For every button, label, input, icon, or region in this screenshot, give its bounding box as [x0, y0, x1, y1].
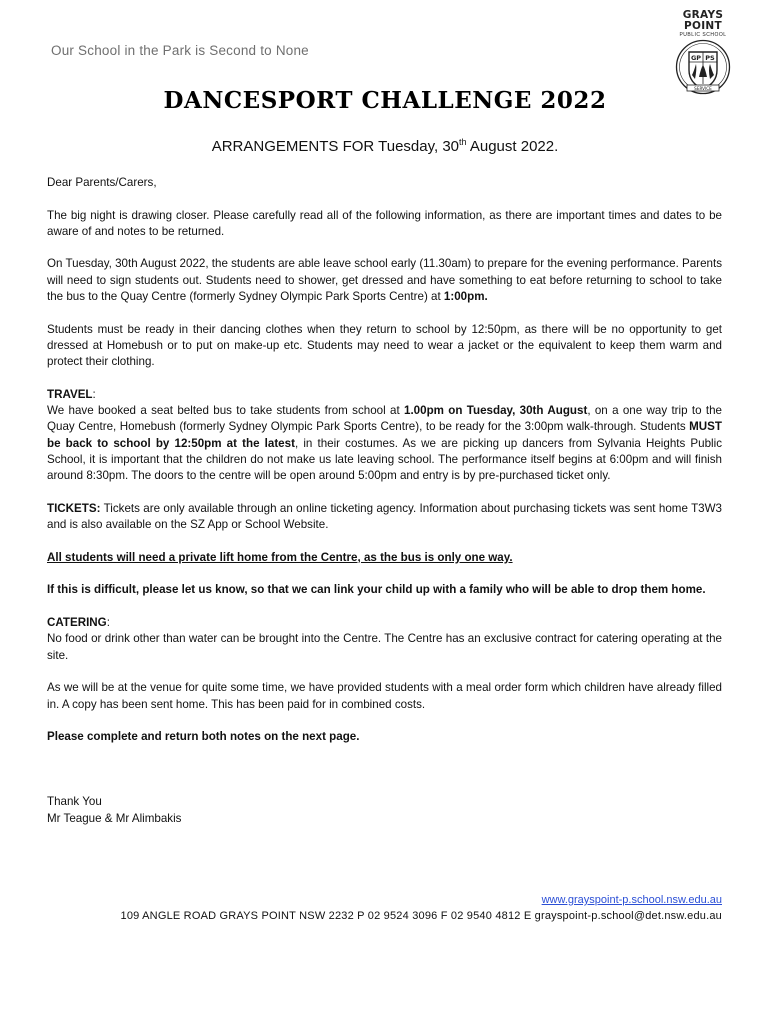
school-tagline: Our School in the Park is Second to None [51, 43, 309, 58]
travel-colon: : [92, 387, 96, 401]
tickets-paragraph [47, 501, 722, 534]
crest-left-letters: GP [690, 54, 702, 62]
catering-colon: : [106, 616, 110, 630]
crest-motto: SERVICE [694, 86, 712, 91]
signoff: Thank You [47, 795, 102, 809]
logo-title: GRAYS POINT [682, 9, 724, 32]
subtitle-prefix: ARRANGEMENTS FOR Tuesday, 30 [211, 138, 460, 155]
page-footer [121, 893, 722, 924]
school-website-link[interactable]: www.grayspoint-p.school.nsw.edu.au [541, 894, 722, 906]
subtitle-suffix: August 2022. [466, 138, 559, 155]
return-notice-text: Please complete and return both notes on the next page. [47, 730, 360, 744]
subtitle-superscript: th [459, 137, 467, 147]
early-leave-text: On Tuesday, 30th August 2022, the students are able leave school early (11.30am) to prepare for the evening performance. Parents will need to sign students out. Students need to shower, get dressed and have something to eat before returning to school to take the bus to the Quay Centre (formerly Sydney Olympic Park Sports Centre) at [47, 257, 722, 304]
intro-paragraph: The big night is drawing closer. Please carefully read all of the following information, as there are important times and dates to be aware of and notes to be returned. [47, 208, 722, 238]
clothes-paragraph: Students must be ready in their dancing clothes when they return to school by 12:50pm, as there will be no opportunity to get dressed at Homebush or to put on make-up etc. Students may need to wear a jacket or the equivalent to keep them warm and protect their clothing. [47, 322, 722, 369]
return-notice [47, 729, 722, 745]
tickets-text: Tickets are only available through an online ticketing agency. Information about purchasing tickets was sent home T3W3 and is also available on the SZ App or School Website. [47, 501, 722, 532]
travel-heading: TRAVEL [47, 387, 93, 401]
travel-text-3: , in their costumes. As we are picking up dancers from Sylvania Heights Public School, it is important that the children do not make us late leaving school. The performance itself begins at 6:00pm and will finish around 8:30pm. The doors to the centre will be open around 5:00pm and entry is by pre-purchased ticket only. [47, 436, 723, 483]
difficult-notice-text: If this is difficult, please let us know, so that we can link your child up with a family who will be able to drop them home. [47, 583, 706, 597]
logo-subtitle: PUBLIC SCHOOL [679, 32, 727, 38]
school-logo [662, 10, 744, 95]
travel-section [47, 387, 722, 485]
catering-section [47, 615, 722, 664]
bus-time: 1:00pm. [443, 290, 488, 304]
early-leave-paragraph [47, 256, 722, 305]
lift-notice-text: All students will need a private lift home from the Centre, as the bus is only one way. [47, 550, 513, 564]
letter-body [47, 175, 722, 827]
greeting: Dear Parents/Carers, [47, 176, 157, 189]
lift-notice [47, 550, 722, 566]
difficult-notice [47, 582, 722, 598]
crest-right-letters: PS [705, 54, 715, 62]
catering-heading: CATERING [47, 616, 107, 630]
travel-bold-2: MUST be back to school by 12:50pm at the latest [47, 420, 722, 450]
signatories: Mr Teague & Mr Alimbakis [47, 811, 182, 825]
page-subtitle [0, 138, 770, 155]
travel-bold-1: 1.00pm on Tuesday, 30th August [404, 404, 588, 418]
travel-text-1: We have booked a seat belted bus to take students from school at [47, 404, 405, 418]
travel-text-2: , on a one way trip to the Quay Centre, Homebush (formerly Sydney Olympic Park Sports Centre), to be ready for the 3:00pm walk-through. Students [47, 404, 723, 434]
catering-text: No food or drink other than water can be brought into the Centre. The Centre has an exclusive contract for catering operating at the site. [47, 632, 722, 662]
tickets-heading: TICKETS: [47, 501, 101, 515]
school-address: 109 ANGLE ROAD GRAYS POINT NSW 2232 P 02 9524 3096 F 02 9540 4812 E grayspoint-p.school@det.nsw.edu.au [120, 909, 722, 922]
meal-paragraph: As we will be at the venue for quite some time, we have provided students with a meal order form which children have already filled in. A copy has been sent home. This has been paid for in combined costs. [47, 681, 722, 711]
page-title: DANCESPORT CHALLENGE 2022 [163, 87, 607, 114]
